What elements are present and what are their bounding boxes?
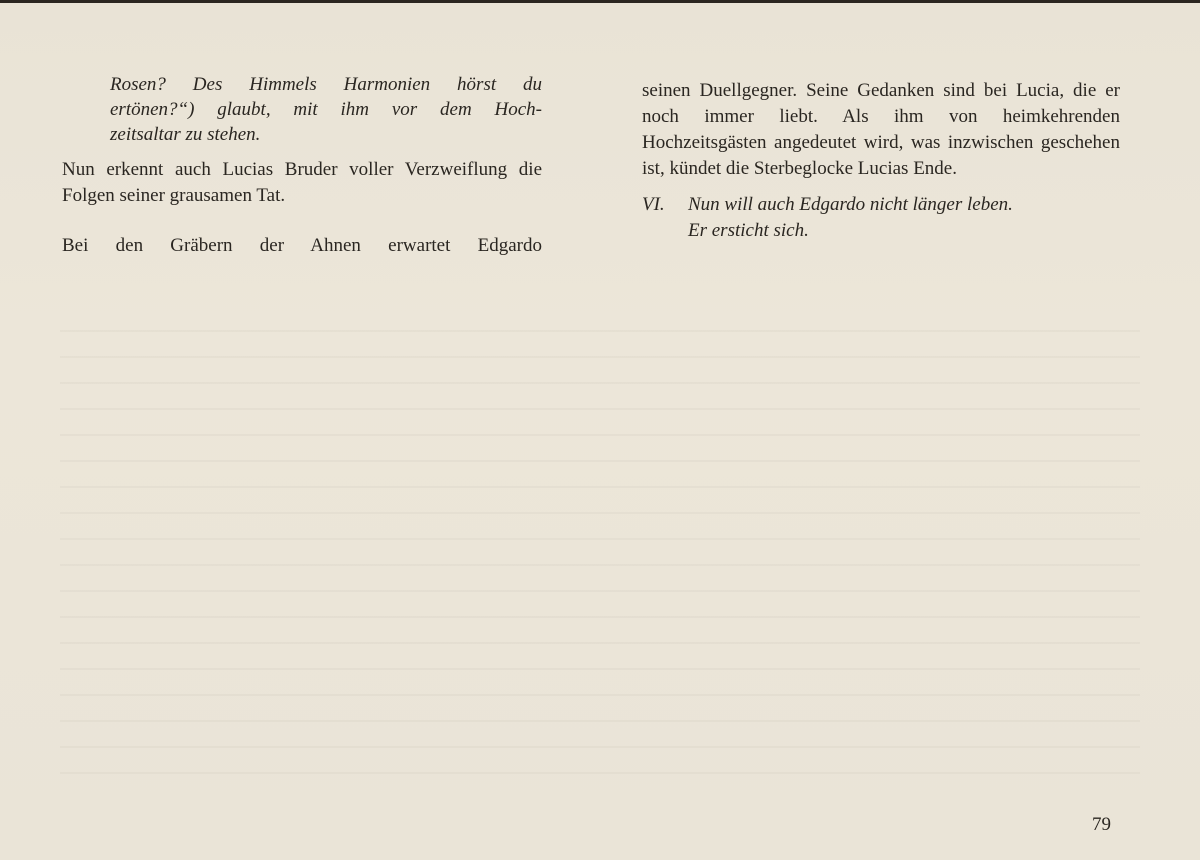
act-line: Er ersticht sich. bbox=[688, 220, 809, 241]
quote-line: zeitsaltar zu stehen. bbox=[110, 124, 261, 145]
paragraph-duel: seinen Duellgegner. Seine Gedanken sind bei Lucia, die er noch immer liebt. Als ihm von heimkehrenden Hochzeitsgästen angedeutet wird, was inzwischen geschehen ist, kündet die Sterbeglocke Lucias Ende. bbox=[642, 80, 1120, 179]
page-number: 79 bbox=[1092, 814, 1111, 835]
show-through-texture bbox=[60, 330, 1140, 790]
quote-line: Rosen? Des Himmels Harmonien hörst du bbox=[110, 74, 542, 95]
act-six bbox=[642, 192, 1120, 244]
italic-quote bbox=[110, 72, 542, 147]
paragraph-brother: Nun erkennt auch Lucias Bruder voller Verzweiflung die Folgen seiner grausamen Tat. bbox=[62, 159, 542, 206]
act-number: VI. bbox=[642, 194, 665, 215]
quote-line: ertönen?“) glaubt, mit ihm vor dem Hoch- bbox=[110, 99, 542, 120]
left-column bbox=[62, 72, 542, 283]
act-line: Nun will auch Edgardo nicht länger leben. bbox=[688, 194, 1013, 215]
act-summary bbox=[688, 192, 1120, 244]
page-top-edge bbox=[0, 0, 1200, 3]
right-column bbox=[642, 78, 1120, 244]
paragraph-graves: Bei den Gräbern der Ahnen erwartet Edgardo bbox=[62, 235, 542, 256]
